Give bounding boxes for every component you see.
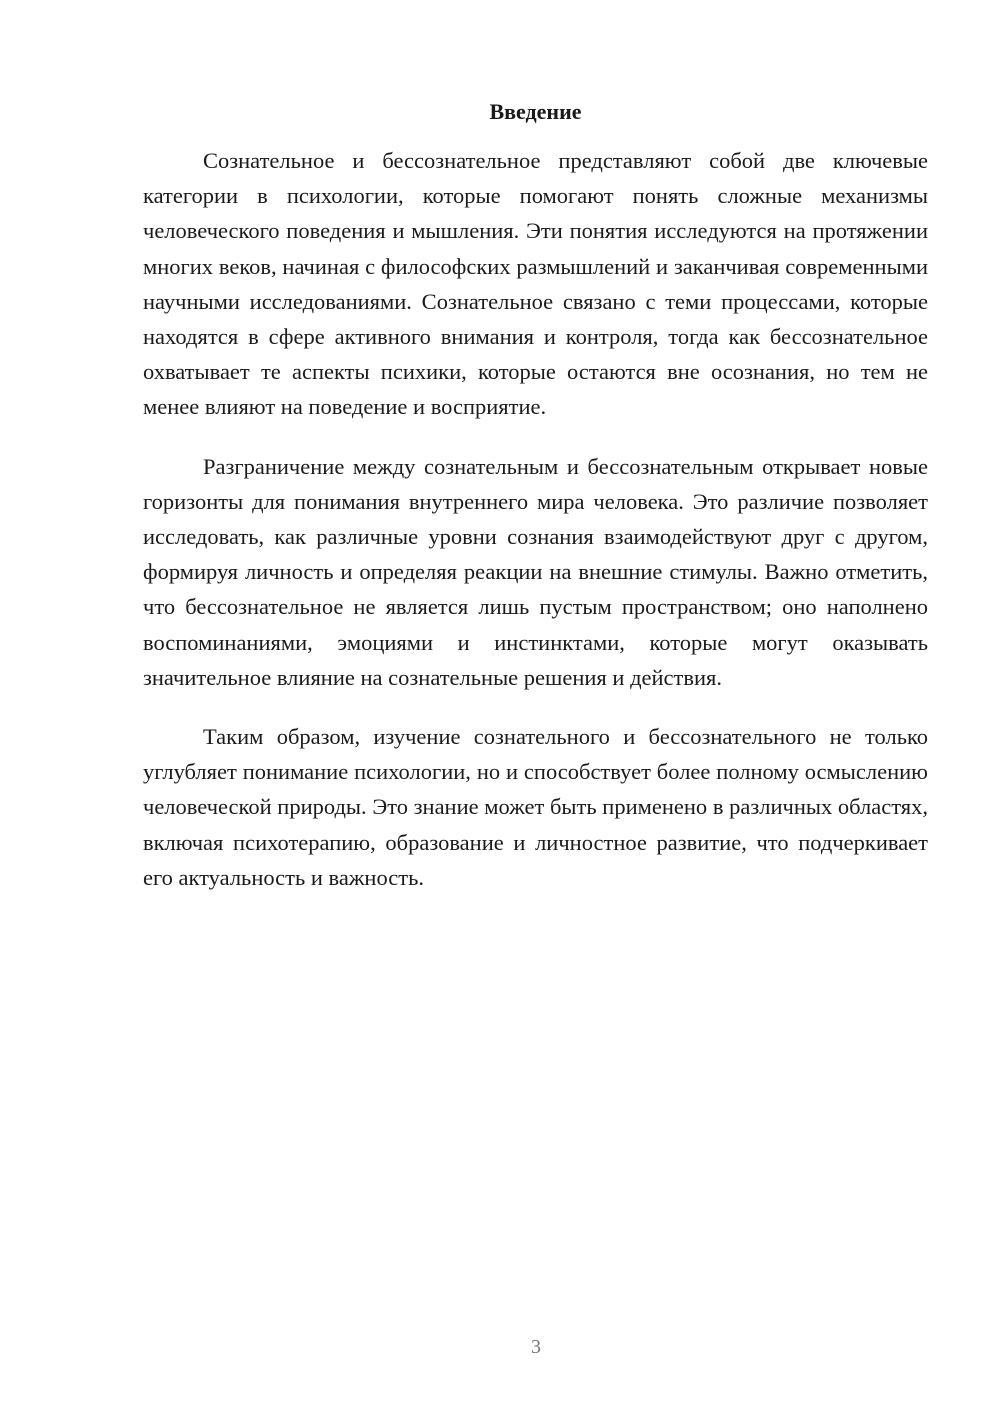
paragraph-3: Таким образом, изучение сознательного и бессознательного не только углубляет понимание психологии, но и способствует более полному осмыслению человеческой природы. Это знание может быть применено в различных областях, включая психотерапию, образование и личностное развитие, что подчеркивает его актуальность и важность. (143, 724, 928, 890)
page-number: 3 (531, 1336, 541, 1358)
body-text (143, 143, 928, 919)
paragraph-1: Сознательное и бессознательное представляют собой две ключевые категории в психологии, которые помогают понять сложные механизмы человеческого поведения и мышления. Эти понятия исследуются на протяжении многих веков, начиная с философских размышлений и заканчивая современными научными исследованиями. Сознательное связано с теми процессами, которые находятся в сфере активного внимания и контроля, тогда как бессознательное охватывает те аспекты психики, которые остаются вне осознания, но тем не менее влияют на поведение и восприятие. (143, 148, 928, 420)
paragraph-2: Разграничение между сознательным и бессознательным открывает новые горизонты для понимания внутреннего мира человека. Это различие позволяет исследовать, как различные уровни сознания взаимодействуют друг с другом, формируя личность и определяя реакции на внешние стимулы. Важно отметить, что бессознательное не является лишь пустым пространством; оно наполнено воспоминаниями, эмоциями и инстинктами, которые могут оказывать значительное влияние на сознательные решения и действия. (143, 453, 928, 690)
section-heading: Введение (489, 99, 582, 124)
